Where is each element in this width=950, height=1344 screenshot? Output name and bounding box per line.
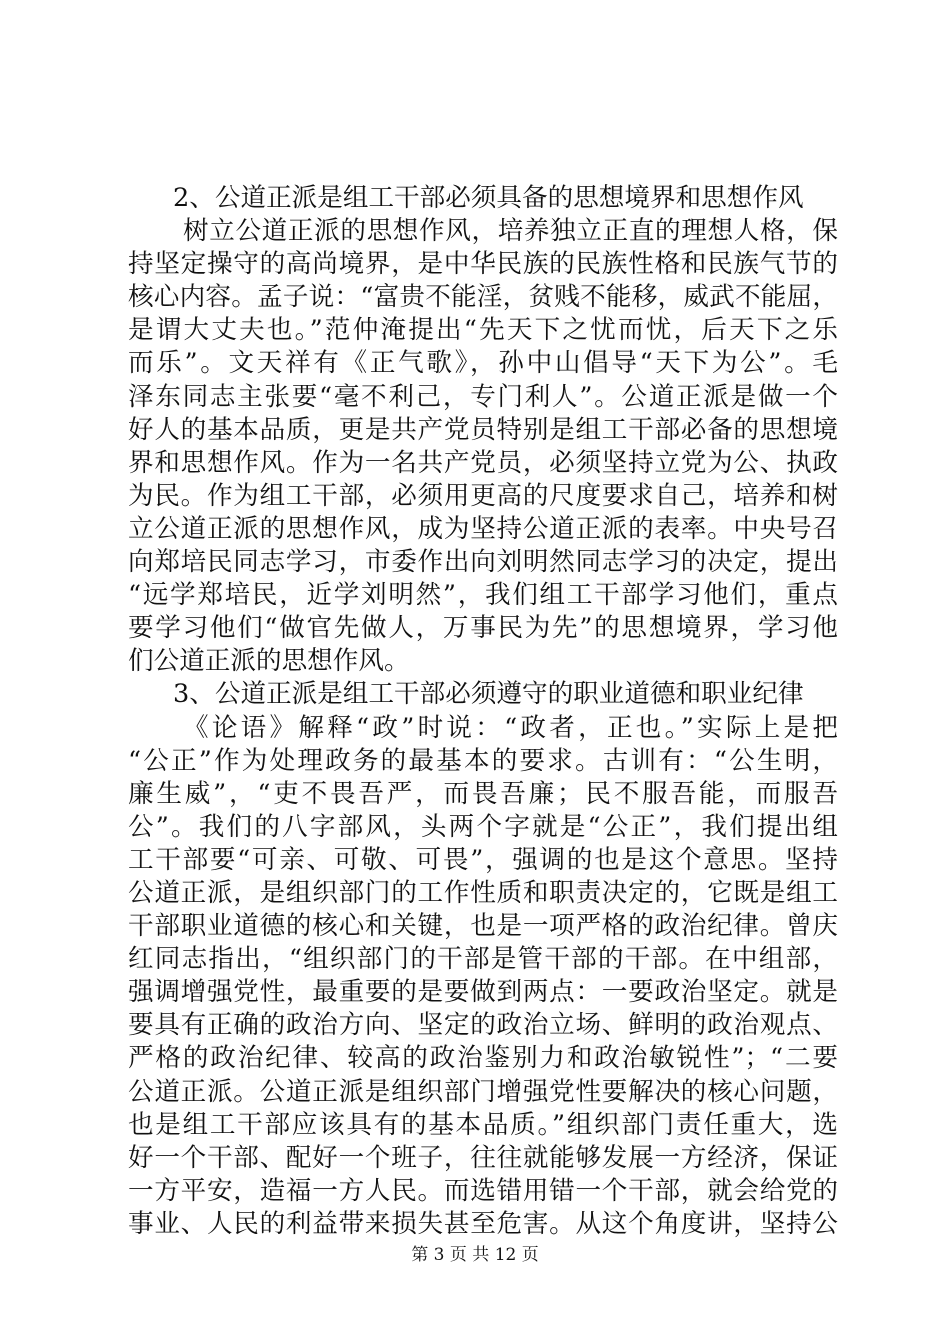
paragraph-line: 树立公道正派的思想作风，培养独立正直的理想人格，保 <box>183 216 838 247</box>
paragraph-line: 红同志指出，“组织部门的干部是管干部的干部。在中组部， <box>128 944 838 975</box>
body-text <box>128 182 838 1241</box>
paragraph-line: 立公道正派的思想作风，成为坚持公道正派的表率。中央号召 <box>128 513 838 544</box>
paragraph-line: 们公道正派的思想作风。 <box>128 646 410 677</box>
paragraph-line: 强调增强党性，最重要的是要做到两点：一要政治坚定。就是 <box>128 977 838 1008</box>
paragraph-line: 《论语》解释“政”时说：“政者，正也。”实际上是把 <box>183 712 838 743</box>
section-heading-3: 3、公道正派是组工干部必须遵守的职业道德和职业纪律 <box>173 679 804 710</box>
paragraph-line: 公道正派，是组织部门的工作性质和职责决定的，它既是组工 <box>128 877 838 908</box>
paragraph-line: 也是组工干部应该具有的基本品质。”组织部门责任重大，选 <box>128 1109 838 1140</box>
section-heading-2: 2、公道正派是组工干部必须具备的思想境界和思想作风 <box>173 183 804 213</box>
paragraph-line: 公道正派。公道正派是组织部门增强党性要解决的核心问题， <box>128 1076 838 1107</box>
paragraph-line: 事业、人民的利益带来损失甚至危害。从这个角度讲，坚持公 <box>128 1208 838 1239</box>
paragraph-line: 向郑培民同志学习，市委作出向刘明然同志学习的决定，提出 <box>128 547 838 578</box>
paragraph-line: 工干部要“可亲、可敬、可畏”，强调的也是这个意思。坚持 <box>128 844 838 875</box>
paragraph-line: “远学郑培民，近学刘明然”，我们组工干部学习他们，重点 <box>128 580 838 611</box>
paragraph-line: 核心内容。孟子说：“富贵不能淫，贫贱不能移，威武不能屈， <box>128 282 838 313</box>
paragraph-line: 为民。作为组工干部，必须用更高的尺度要求自己，培养和树 <box>128 480 838 511</box>
paragraph-line: 界和思想作风。作为一名共产党员，必须坚持立党为公、执政 <box>128 447 838 478</box>
paragraph-line: 要学习他们“做官先做人，万事民为先”的思想境界，学习他 <box>128 613 838 644</box>
paragraph-line: 好一个干部、配好一个班子，往往就能够发展一方经济，保证 <box>128 1142 838 1173</box>
paragraph-line: 严格的政治纪律、较高的政治鉴别力和政治敏锐性”；“二要 <box>128 1043 838 1074</box>
paragraph-line: 一方平安，造福一方人民。而选错用错一个干部，就会给党的 <box>128 1175 838 1206</box>
paragraph-line: 廉生威”，“吏不畏吾严，而畏吾廉；民不服吾能，而服吾 <box>128 778 838 809</box>
paragraph-line: 公”。我们的八字部风，头两个字就是“公正”，我们提出组 <box>128 811 838 842</box>
page-number-footer: 第 3 页 共 12 页 <box>411 1245 539 1265</box>
paragraph-line: 干部职业道德的核心和关键，也是一项严格的政治纪律。曾庆 <box>128 911 838 942</box>
paragraph-line: 而乐”。文天祥有《正气歌》，孙中山倡导“天下为公”。毛 <box>128 348 838 379</box>
paragraph-line: 持坚定操守的高尚境界，是中华民族的民族性格和民族气节的 <box>128 249 838 280</box>
paragraph-line: 要具有正确的政治方向、坚定的政治立场、鲜明的政治观点、 <box>128 1010 838 1041</box>
paragraph-line: 泽东同志主张要“毫不利己，专门利人”。公道正派是做一个 <box>128 381 838 412</box>
paragraph-line: 是谓大丈夫也。”范仲淹提出“先天下之忧而忧，后天下之乐 <box>128 315 838 346</box>
paragraph-line: “公正”作为处理政务的最基本的要求。古训有：“公生明， <box>128 745 838 776</box>
paragraph-line: 好人的基本品质，更是共产党员特别是组工干部必备的思想境 <box>128 414 838 445</box>
